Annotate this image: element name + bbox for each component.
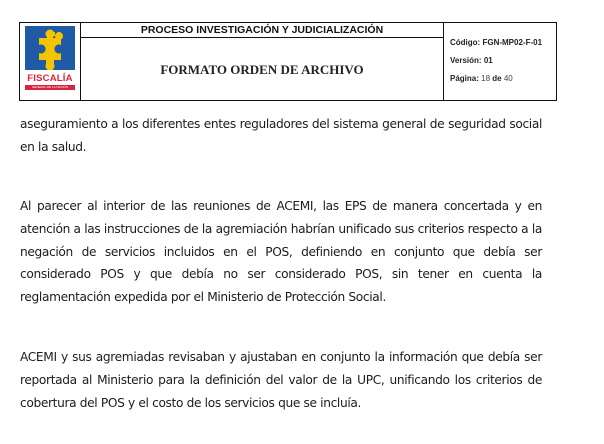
paragraph-2 (20, 195, 542, 309)
page-current: 18 (481, 74, 491, 83)
version-row (450, 56, 493, 65)
page-row (450, 74, 513, 83)
version-value: 01 (483, 56, 493, 65)
page-total: 40 (503, 74, 513, 83)
document-header-table (19, 22, 557, 101)
page-label: Página: (450, 74, 479, 83)
paragraph-text: aseguramiento a los diferentes entes reguladores del sistema general de seguridad social en la salud. (20, 117, 542, 154)
process-title: PROCESO INVESTIGACIÓN Y JUDICIALIZACIÓN (81, 23, 443, 38)
title-cell (81, 23, 444, 100)
paragraph-text: Al parecer al interior de las reuniones de ACEMI, las EPS de manera concertada y en atención a las instrucciones de la agremiación habrían unificado sus criterios respecto a la negación de servicios incluidos en el POS, definiendo en conjunto que debía ser considerado POS y que debía no ser considerado POS, sin tener en cuenta la reglamentación expedida por el Ministerio de Protección Social. (20, 199, 542, 305)
logo-subtitle: GENERAL DE LA NACIÓN (25, 85, 75, 90)
code-label: Código: (450, 38, 481, 47)
format-title: FORMATO ORDEN DE ARCHIVO (160, 62, 364, 77)
document-metadata (444, 23, 556, 100)
logo-name: FISCALÍA (27, 73, 73, 84)
paragraph-1 (20, 113, 542, 159)
paragraph-3 (20, 346, 542, 414)
code-row (450, 38, 542, 47)
page-of: de (492, 74, 502, 83)
paragraph-text: ACEMI y sus agremiadas revisaban y ajustaban en conjunto la información que debía ser reportada al Ministerio para la definición del valor de la UPC, unificando los criterios de cobertura del POS y el costo de los servicios que se incluía. (20, 350, 542, 410)
version-label: Versión: (450, 56, 482, 65)
code-value: FGN-MP02-F-01 (482, 38, 543, 47)
logo-cell (20, 23, 81, 100)
puzzle-piece-icon (25, 26, 75, 70)
logo-emblem (25, 26, 75, 70)
